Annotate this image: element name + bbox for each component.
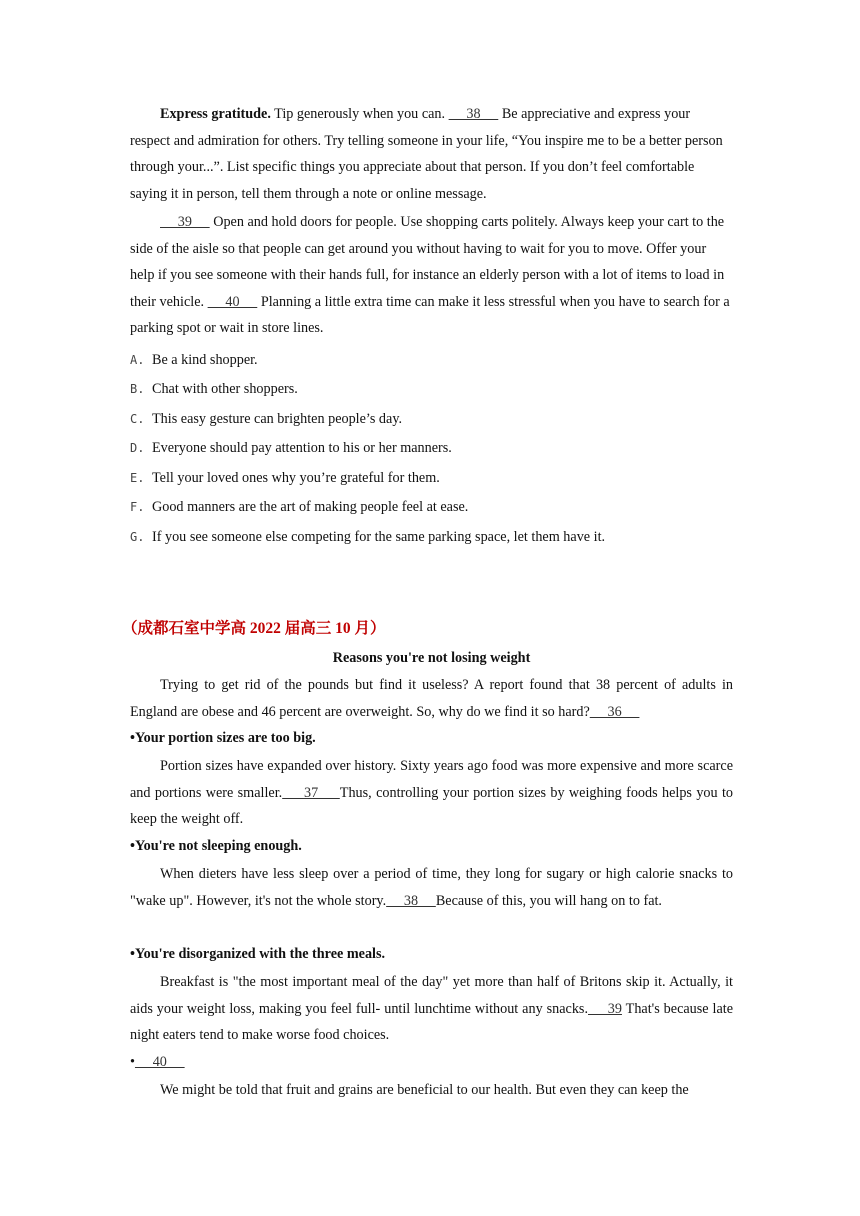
source-heading: （成都石室中学高 2022 届高三 10 月） — [122, 620, 386, 637]
blank-38-b: 38 — [386, 892, 436, 909]
option-a — [130, 349, 733, 371]
option-text: Chat with other shoppers. — [152, 381, 298, 397]
subheading-portion: •Your portion sizes are too big. — [130, 730, 316, 746]
blank-38: 38 — [448, 106, 499, 122]
option-f — [130, 496, 733, 518]
option-letter: D. — [130, 441, 145, 455]
paragraph-text: That's because late night eaters tend to make worse food choices. — [130, 1000, 734, 1043]
option-text: Good manners are the art of making people feel at ease. — [152, 499, 469, 515]
paragraph-meals — [130, 969, 733, 1049]
option-g — [130, 526, 733, 548]
option-c — [130, 408, 733, 430]
paragraph-text: Breakfast is "the most important meal of the day" yet more than half of Britons skip it. Actually, it aids your weight loss, making you feel full- until lunchtime without any snacks. — [130, 974, 733, 1017]
option-letter: B. — [130, 382, 145, 396]
option-e — [130, 467, 733, 489]
paragraph-express-gratitude — [130, 101, 733, 207]
option-letter: G. — [130, 530, 145, 544]
blank-37: 37 — [282, 784, 340, 801]
paragraph-text: Tip generously when you can. — [270, 106, 449, 122]
passage-title: Reasons you're not losing weight — [332, 650, 531, 666]
subheading-sleep: •You're not sleeping enough. — [130, 838, 302, 854]
paragraph-intro — [130, 672, 733, 725]
blank-40-b: 40 — [134, 1054, 185, 1070]
paragraph-text: Portion sizes have expanded over history. Sixty years ago food was more expensive and more scarce and portions were smaller. — [130, 758, 733, 801]
subheading-meals: •You're disorganized with the three meals. — [130, 946, 386, 962]
paragraph-text: Planning a little extra time can make it less stressful when you have to search for a parking spot or wait in store lines. — [130, 293, 730, 336]
paragraph-portion — [130, 753, 733, 833]
blank-39: 39 — [160, 214, 210, 230]
option-d — [130, 437, 733, 459]
blank-36: 36 — [589, 703, 640, 720]
paragraph-sleep — [130, 861, 733, 914]
paragraph-text: Trying to get rid of the pounds but find it useless? A report found that 38 percent of adults in England are obese and 46 percent are overweight. So, why do we find it so hard? — [130, 677, 733, 720]
paragraph-shopping — [130, 209, 733, 342]
option-text: Tell your loved ones why you’re grateful for them. — [152, 470, 440, 486]
blank-39-b: 39 — [588, 1000, 622, 1017]
paragraph-text: Because of this, you will hang on to fat. — [435, 892, 662, 909]
paragraph-fruit: We might be told that fruit and grains are beneficial to our health. But even they can keep the — [160, 1082, 689, 1098]
subheading-40 — [130, 1049, 733, 1076]
bullet-dot: • — [130, 1054, 135, 1070]
option-text: Be a kind shopper. — [152, 352, 258, 368]
paragraph-text: Be appreciative and express your respect and admiration for others. Try telling someone in your life, “You inspire me to be a better person through your...”. List specific things you appreciate about that person. If you don’t feel comfortable saying it in person, tell them through a note or online message. — [130, 106, 723, 202]
paragraph-heading: Express gratitude. — [160, 106, 271, 122]
option-b — [130, 378, 733, 400]
option-text: If you see someone else competing for the same parking space, let them have it. — [152, 529, 606, 545]
blank-40: 40 — [207, 293, 258, 310]
option-letter: E. — [130, 471, 145, 485]
paragraph-text: Open and hold doors for people. Use shopping carts politely. Always keep your cart to the side of the aisle so that people can get around you without having to wait for you to move. Offer your help if you see someone with their hands full, for instance an elderly person with a lot of items to load in their vehicle. — [130, 214, 725, 310]
option-letter: A. — [130, 353, 145, 367]
option-text: Everyone should pay attention to his or her manners. — [152, 440, 452, 456]
option-letter: C. — [130, 412, 145, 426]
paragraph-text: Thus, controlling your portion sizes by weighing foods helps you to keep the weight off. — [130, 784, 733, 827]
option-text: This easy gesture can brighten people’s day. — [152, 411, 403, 427]
option-letter: F. — [130, 500, 145, 514]
paragraph-text: When dieters have less sleep over a period of time, they long for sugary or high calorie snacks to "wake up". However, it's not the whole story. — [130, 866, 733, 909]
